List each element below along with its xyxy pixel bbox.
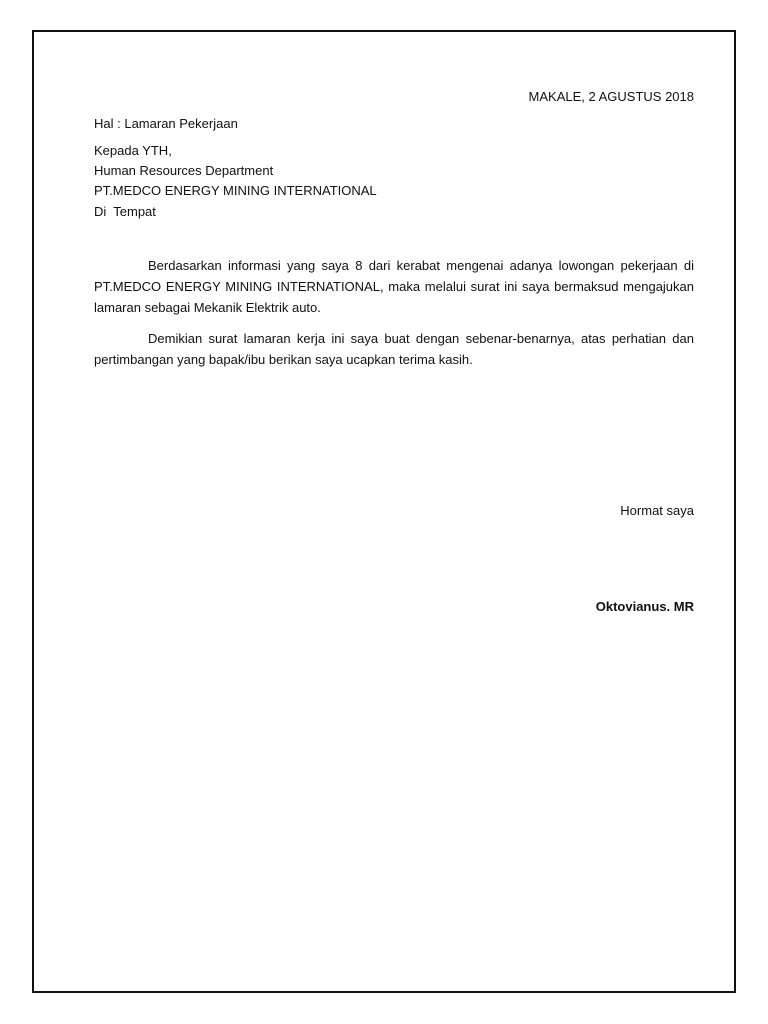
paragraph-1-text: Berdasarkan informasi yang saya 8 dari kerabat mengenai adanya lowongan pekerjaan di PT.MEDCO ENERGY MINING INTERNATIONAL, maka melalui surat ini saya bermaksud mengajukan lamaran sebagai Mekanik Elektrik auto. bbox=[94, 258, 694, 315]
place-date: MAKALE, 2 AGUSTUS 2018 bbox=[528, 89, 694, 104]
body-paragraph-1 bbox=[94, 255, 694, 318]
recipient-line-4: Di Tempat bbox=[94, 204, 156, 219]
paragraph-2-text: Demikian surat lamaran kerja ini saya buat dengan sebenar-benarnya, atas perhatian dan pertimbangan yang bapak/ibu berikan saya ucapkan terima kasih. bbox=[94, 331, 694, 367]
recipient-line-1: Kepada YTH, bbox=[94, 143, 172, 158]
signature-name: Oktovianus. MR bbox=[595, 599, 694, 614]
recipient-line-2: Human Resources Department bbox=[94, 163, 274, 178]
closing: Hormat saya bbox=[620, 503, 694, 518]
recipient-line-3: PT.MEDCO ENERGY MINING INTERNATIONAL bbox=[94, 183, 377, 198]
body-paragraph-2 bbox=[94, 328, 694, 370]
subject-line: Hal : Lamaran Pekerjaan bbox=[94, 116, 238, 131]
